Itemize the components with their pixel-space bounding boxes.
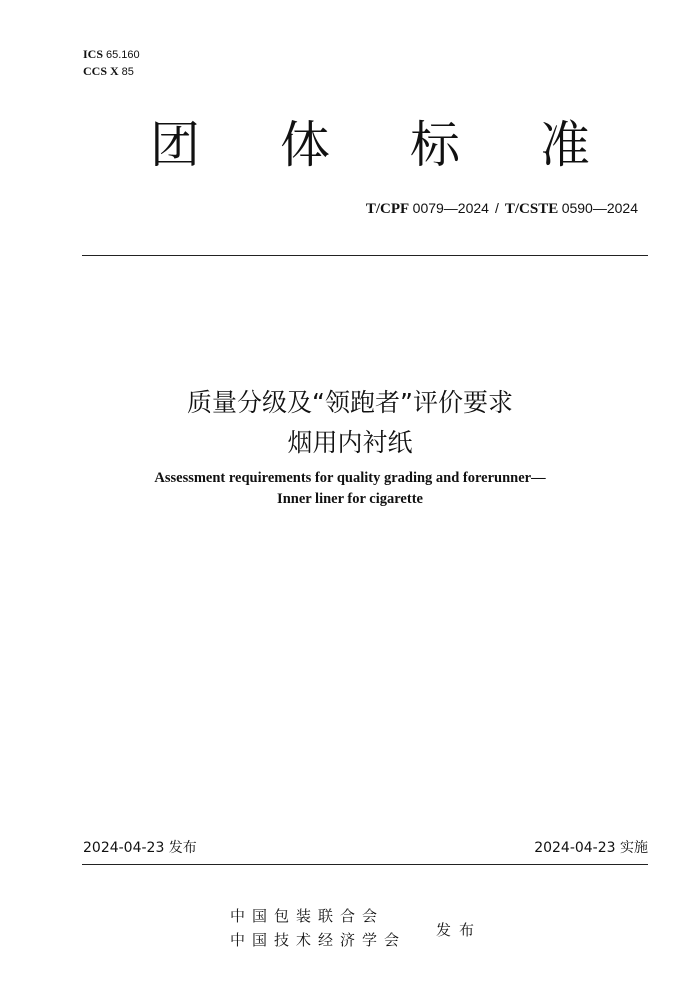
document-type-title [150, 112, 590, 182]
publish-action: 发布 [436, 921, 483, 939]
footer-divider [82, 864, 648, 865]
ics-code: ICS 65.160 [83, 47, 140, 61]
publisher-org1: 中国包装联合会 [230, 907, 385, 925]
ccs-code: CCS X 85 [83, 64, 134, 78]
title-en-line2: Inner liner for cigarette [277, 491, 423, 507]
title-cn-line1: 质量分级及“领跑者”评价要求 [187, 388, 513, 417]
publisher-org2: 中国技术经济学会 [230, 931, 407, 949]
doc-type-char: 体 [280, 116, 330, 174]
standard-number: T/CPF 0079—2024 / T/CSTE 0590—2024 [365, 200, 638, 217]
title-cn-line2: 烟用内衬纸 [287, 428, 413, 457]
classification-codes [83, 46, 140, 80]
doc-type-char: 准 [540, 116, 590, 174]
doc-type-char: 标 [410, 116, 460, 174]
title-en-line1: Assessment requirements for quality grading and forerunner— [154, 470, 546, 486]
issue-date: 2024-04-23 发布 [83, 840, 197, 856]
implement-date: 2024-04-23 实施 [534, 840, 648, 856]
doc-type-char: 团 [150, 116, 200, 174]
header-divider [82, 255, 648, 256]
